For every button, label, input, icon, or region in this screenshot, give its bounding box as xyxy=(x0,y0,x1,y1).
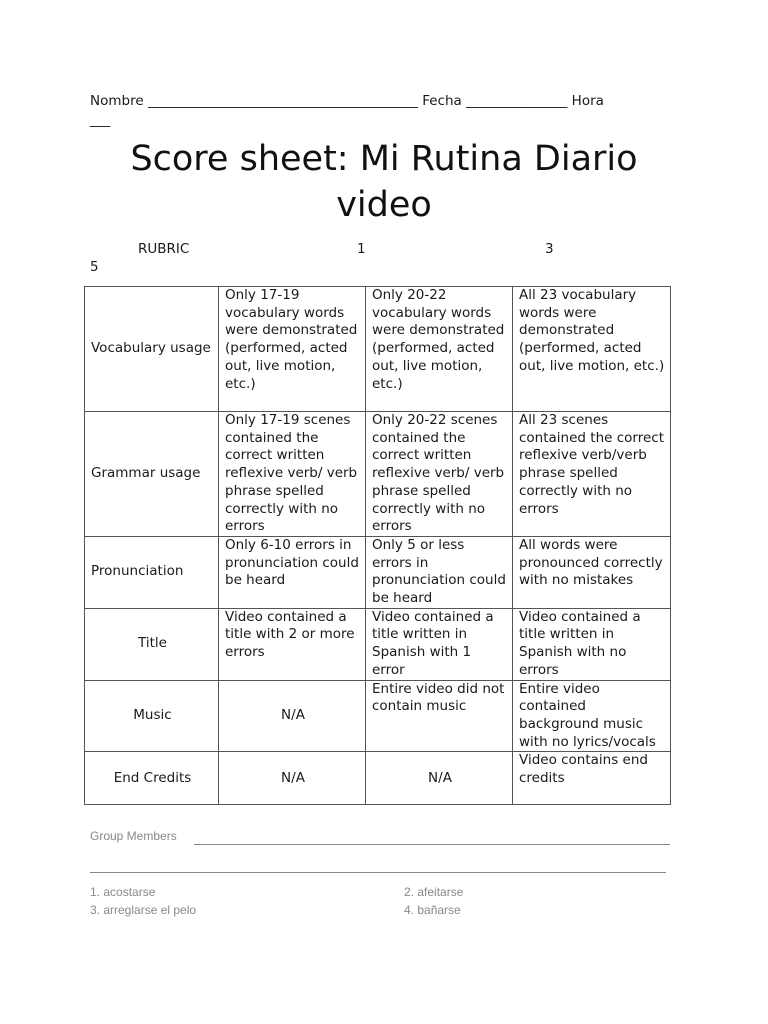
row-label: End Credits xyxy=(85,752,219,805)
score-1-cell: Only 17-19 vocabulary words were demonstrated (performed, acted out, live motion, etc.) xyxy=(219,287,366,412)
rubric-table xyxy=(84,286,671,805)
score-3-cell: Only 20-22 scenes contained the correct written reflexive verb/ verb phrase spelled correctly with no errors xyxy=(366,412,513,537)
vocab-list-item: 4. bañarse xyxy=(404,903,461,917)
nombre-label: Nombre xyxy=(90,93,144,109)
score-3-cell: Only 5 or less errors in pronunciation could be heard xyxy=(366,536,513,608)
nombre-blank: ________________________________________ xyxy=(147,93,418,109)
page-title-text: Score sheet: Mi Rutina Diario video xyxy=(130,139,638,225)
fecha-label: Fecha xyxy=(422,93,462,109)
score-3-cell: Entire video did not contain music xyxy=(366,680,513,752)
rubric-header-label: RUBRIC xyxy=(138,241,190,257)
row-label: Grammar usage xyxy=(85,412,219,537)
score-3-cell: N/A xyxy=(366,752,513,805)
row-label: Pronunciation xyxy=(85,536,219,608)
table-row xyxy=(85,752,671,805)
table-row xyxy=(85,608,671,680)
vocab-list-item: 2. afeitarse xyxy=(404,885,464,899)
score-5-cell: All 23 scenes contained the correct reflexive verb/verb phrase spelled correctly with no errors xyxy=(513,412,671,537)
row-label: Vocabulary usage xyxy=(85,287,219,412)
group-members-line xyxy=(194,844,670,845)
page-title xyxy=(0,136,768,228)
score-5-cell: Entire video contained background music with no lyrics/vocals xyxy=(513,680,671,752)
rubric-header-1: 1 xyxy=(357,241,366,257)
table-row xyxy=(85,287,671,412)
score-1-cell: Only 17-19 scenes contained the correct written reflexive verb/ verb phrase spelled correctly with no errors xyxy=(219,412,366,537)
fecha-blank: _______________ xyxy=(466,93,568,109)
score-1-cell: Only 6-10 errors in pronunciation could be heard xyxy=(219,536,366,608)
vocab-list-item: 3. arreglarse el pelo xyxy=(90,903,197,917)
hora-blank: ___ xyxy=(90,112,111,128)
score-5-cell: All words were pronounced correctly with no mistakes xyxy=(513,536,671,608)
rubric-header-5: 5 xyxy=(90,259,99,275)
vocab-list-item: 1. acostarse xyxy=(90,885,156,899)
group-members-label: Group Members xyxy=(90,829,177,843)
row-label: Title xyxy=(85,608,219,680)
score-1-cell: N/A xyxy=(219,752,366,805)
hora-label: Hora xyxy=(571,93,604,109)
group-members-line-2 xyxy=(90,872,666,873)
table-row xyxy=(85,412,671,537)
score-5-cell: Video contained a title written in Spanish with no errors xyxy=(513,608,671,680)
table-row xyxy=(85,536,671,608)
table-row xyxy=(85,680,671,752)
score-1-cell: N/A xyxy=(219,680,366,752)
score-3-cell: Video contained a title written in Spanish with 1 error xyxy=(366,608,513,680)
student-info-line xyxy=(90,92,672,130)
score-5-cell: Video contains end credits xyxy=(513,752,671,805)
rubric-header-3: 3 xyxy=(545,241,554,257)
score-5-cell: All 23 vocabulary words were demonstrated (performed, acted out, live motion, etc.) xyxy=(513,287,671,412)
score-3-cell: Only 20-22 vocabulary words were demonstrated (performed, acted out, live motion, etc.) xyxy=(366,287,513,412)
score-1-cell: Video contained a title with 2 or more errors xyxy=(219,608,366,680)
row-label: Music xyxy=(85,680,219,752)
